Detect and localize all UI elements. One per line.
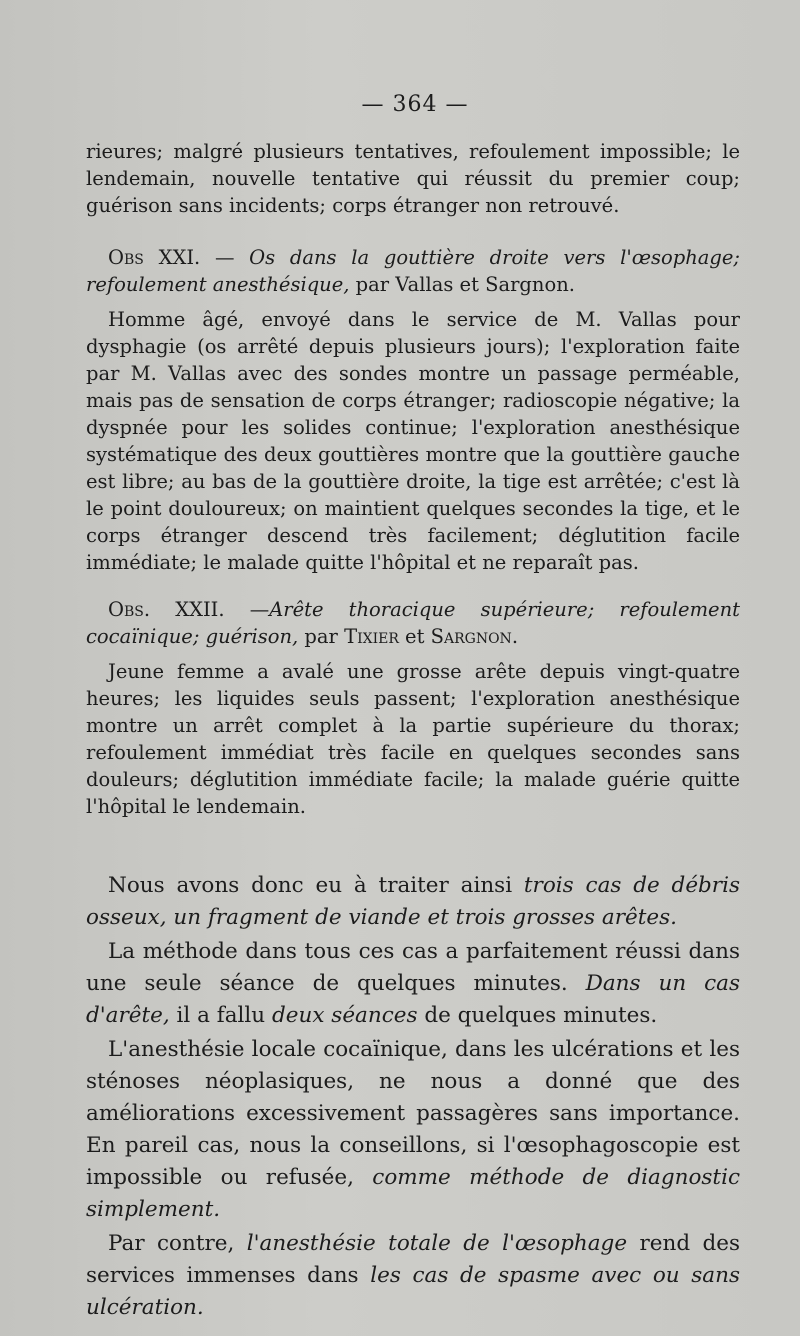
conclusion-p2-text-3: de quelques minutes.: [417, 1003, 658, 1028]
obs22-heading: [86, 596, 740, 650]
conclusion-p3-emphasis: comme méthode de diagnostic simplement.: [86, 1165, 740, 1222]
conclusion-p4-emphasis: l'anesthésie totale de l'œsophage: [246, 1231, 628, 1256]
conclusion-p1-emphasis: trois cas de débris osseux, un fragment de viande et trois grosses arêtes.: [86, 873, 740, 930]
page-number: — 364 —: [361, 92, 469, 117]
obs22-authors-end: .: [511, 625, 519, 648]
conclusion-paragraph-3: [86, 1034, 740, 1226]
obs22-authors-pre: par: [298, 625, 345, 648]
obs22-label: Obs. XXII. —: [108, 598, 270, 621]
conclusion-section: [86, 870, 740, 1324]
conclusion-paragraph-1: [86, 870, 740, 934]
intro-paragraph: rieures; malgré plusieurs tentatives, refoulement impossible; le lendemain, nouvelle tentative qui réussit du premier coup; guérison sans incidents; corps étranger non retrouvé.: [86, 140, 740, 217]
obs21-label: Obs XXI. —: [108, 246, 250, 269]
conclusion-p3-text: L'anesthésie locale cocaïnique, dans les ulcérations et les sténoses néoplasiques, ne nous a donné que des améliorations excessivement passagères sans importance. En pareil cas, nous la conseillons, si l'œsophagoscopie est impossible ou refusée,: [86, 1037, 740, 1190]
conclusion-p4-emphasis-2: les cas de spasme avec ou sans ulcération.: [86, 1263, 740, 1320]
conclusion-p4-text-2: rend des services immenses dans: [86, 1231, 741, 1288]
conclusion-paragraph-4: [86, 1228, 740, 1324]
conclusion-p2-emphasis-2: deux séances: [272, 1003, 418, 1028]
obs22-title: Arête thoracique supérieure; refoulement cocaïnique; guérison,: [86, 598, 740, 648]
conclusion-paragraph-2: [86, 936, 740, 1032]
conclusion-p2-text-2: il a fallu: [169, 1003, 272, 1028]
conclusion-p4-text: Par contre,: [108, 1231, 247, 1256]
observation-21: [86, 244, 740, 576]
conclusion-p1-text: Nous avons donc eu à traiter ainsi: [108, 873, 524, 898]
obs21-heading: [86, 244, 740, 298]
obs22-body: Jeune femme a avalé une grosse arête depuis vingt-quatre heures; les liquides seuls passent; l'exploration anesthésique montre un arrêt complet à la partie supérieure du thorax; refoulement immédiat très facile en quelques secondes sans douleurs; déglutition immédiate facile; la malade guérie quitte l'hôpital le lendemain.: [86, 660, 740, 818]
obs22-authors-mid: et: [398, 625, 431, 648]
obs22-author1: Tixier: [344, 625, 399, 648]
observation-22: [86, 596, 740, 820]
conclusion-p2-emphasis: Dans un cas d'arête,: [86, 971, 740, 1028]
obs22-author2: Sargnon: [430, 625, 512, 648]
obs21-body: Homme âgé, envoyé dans le service de M. Vallas pour dysphagie (os arrêté depuis plusieurs jours); l'exploration faite par M. Vallas avec des sondes montre un passage perméable, mais pas de sensation de corps étranger; radioscopie négative; la dyspnée pour les solides continue; l'exploration anesthésique systématique des deux gouttières montre que la gouttière gauche est libre; au bas de la gouttière droite, la tige est arrêtée; c'est là le point douloureux; on maintient quelques secondes la tige, et le corps étranger descend très facilement; déglutition facile immédiate; le malade quitte l'hôpital et ne reparaît pas.: [86, 308, 740, 574]
intro-section: [86, 138, 740, 219]
obs21-authors: par Vallas et Sargnon.: [349, 273, 575, 296]
conclusion-p2-text: La méthode dans tous ces cas a parfaitement réussi dans une seule séance de quelques minutes.: [86, 939, 740, 996]
obs21-title: Os dans la gouttière droite vers l'œsophage; refoulement anesthésique,: [86, 246, 740, 296]
